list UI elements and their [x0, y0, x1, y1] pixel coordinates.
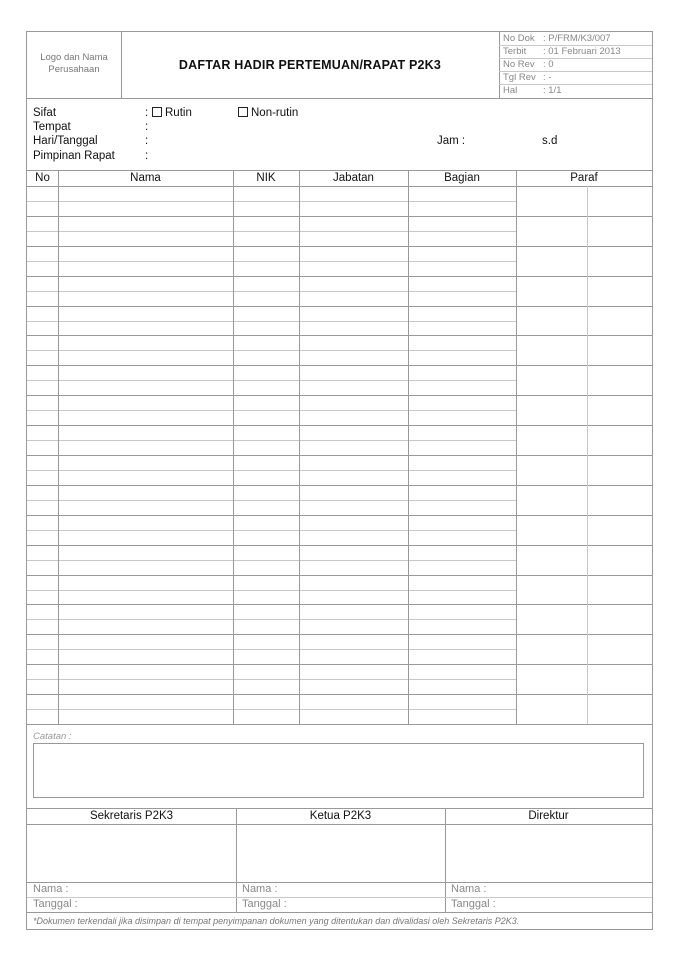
- table-row-separator: [27, 291, 516, 292]
- table-row-separator: [27, 545, 652, 546]
- ketua-tanggal: Tanggal :: [242, 898, 287, 910]
- direktur-nama: Nama :: [451, 883, 487, 895]
- table-row-separator: [27, 276, 652, 277]
- table-row-separator: [27, 619, 516, 620]
- hari-tanggal-colon: :: [145, 135, 149, 147]
- table-row-separator: [27, 679, 516, 680]
- signature-title-direktur: Direktur: [528, 810, 569, 822]
- table-row-separator: [27, 470, 516, 471]
- checkbox-rutin[interactable]: [152, 107, 162, 117]
- tempat-label: Tempat: [33, 121, 71, 133]
- doc-info-hal: Hal : 1/1: [503, 85, 562, 96]
- col-header-bagian: Bagian: [444, 172, 480, 184]
- table-row-separator: [27, 261, 516, 262]
- catatan-box[interactable]: [33, 743, 644, 798]
- footer-disclaimer: *Dokumen terkendali jika disimpan di tempat penyimpanan dokumen yang ditentukan dan divalidasi oleh Sekretaris P2K3.: [33, 916, 520, 926]
- table-row-separator: [27, 515, 652, 516]
- col-header-no: No: [35, 172, 50, 184]
- table-row-separator: [27, 694, 652, 695]
- ketua-nama: Nama :: [242, 883, 278, 895]
- table-row-separator: [27, 365, 652, 366]
- signature-title-sekretaris: Sekretaris P2K3: [89, 810, 174, 822]
- col-header-paraf: Paraf: [570, 172, 598, 184]
- logo-placeholder: Logo dan Nama Perusahaan: [40, 52, 108, 75]
- table-row-separator: [27, 380, 516, 381]
- option-non-rutin[interactable]: Non-rutin: [238, 106, 298, 120]
- sd-label: s.d: [542, 135, 558, 147]
- table-row-separator: [27, 649, 516, 650]
- table-row-separator: [27, 201, 516, 202]
- table-row-separator: [27, 246, 652, 247]
- sifat-label: Sifat: [33, 107, 57, 119]
- sekretaris-nama: Nama :: [33, 883, 69, 895]
- option-rutin[interactable]: Rutin: [152, 106, 192, 120]
- jam-label: Jam :: [437, 135, 466, 147]
- col-header-jabatan: Jabatan: [333, 172, 374, 184]
- doc-info-no-dok: No Dok : P/FRM/K3/007: [503, 33, 611, 44]
- pimpinan-rapat-colon: :: [145, 150, 149, 162]
- table-row-separator: [27, 560, 516, 561]
- table-row-separator: [27, 500, 516, 501]
- table-row-separator: [27, 425, 652, 426]
- doc-info-tgl-rev: Tgl Rev : -: [503, 72, 552, 83]
- table-row-separator: [27, 321, 516, 322]
- sekretaris-tanggal: Tanggal :: [33, 898, 78, 910]
- table-row-separator: [27, 306, 652, 307]
- table-row-separator: [27, 485, 652, 486]
- table-row-separator: [27, 530, 516, 531]
- hari-tanggal-label: Hari/Tanggal: [33, 135, 98, 147]
- direktur-tanggal: Tanggal :: [451, 898, 496, 910]
- sifat-colon: :: [145, 107, 149, 119]
- table-row-separator: [27, 410, 516, 411]
- table-row-separator: [27, 350, 516, 351]
- doc-info-terbit: Terbit : 01 Februari 2013: [503, 46, 621, 57]
- table-row-separator: [27, 575, 652, 576]
- checkbox-non-rutin[interactable]: [238, 107, 248, 117]
- table-row-separator: [27, 440, 516, 441]
- table-row-separator: [27, 634, 652, 635]
- table-row-separator: [27, 231, 516, 232]
- table-row-separator: [27, 590, 516, 591]
- table-row-separator: [27, 709, 516, 710]
- form-title: DAFTAR HADIR PERTEMUAN/RAPAT P2K3: [178, 58, 442, 72]
- signature-title-ketua: Ketua P2K3: [309, 810, 372, 822]
- table-row-separator: [27, 335, 652, 336]
- col-header-nik: NIK: [256, 172, 276, 184]
- tempat-colon: :: [145, 121, 149, 133]
- attendance-form: [26, 31, 653, 930]
- table-row-separator: [27, 455, 652, 456]
- table-row-separator: [27, 664, 652, 665]
- col-header-nama: Nama: [130, 172, 161, 184]
- catatan-label: Catatan :: [33, 731, 72, 742]
- doc-info-no-rev: No Rev : 0: [503, 59, 554, 70]
- table-row-separator: [27, 216, 652, 217]
- table-row-separator: [27, 395, 652, 396]
- table-row-separator: [27, 604, 652, 605]
- pimpinan-rapat-label: Pimpinan Rapat: [33, 150, 115, 162]
